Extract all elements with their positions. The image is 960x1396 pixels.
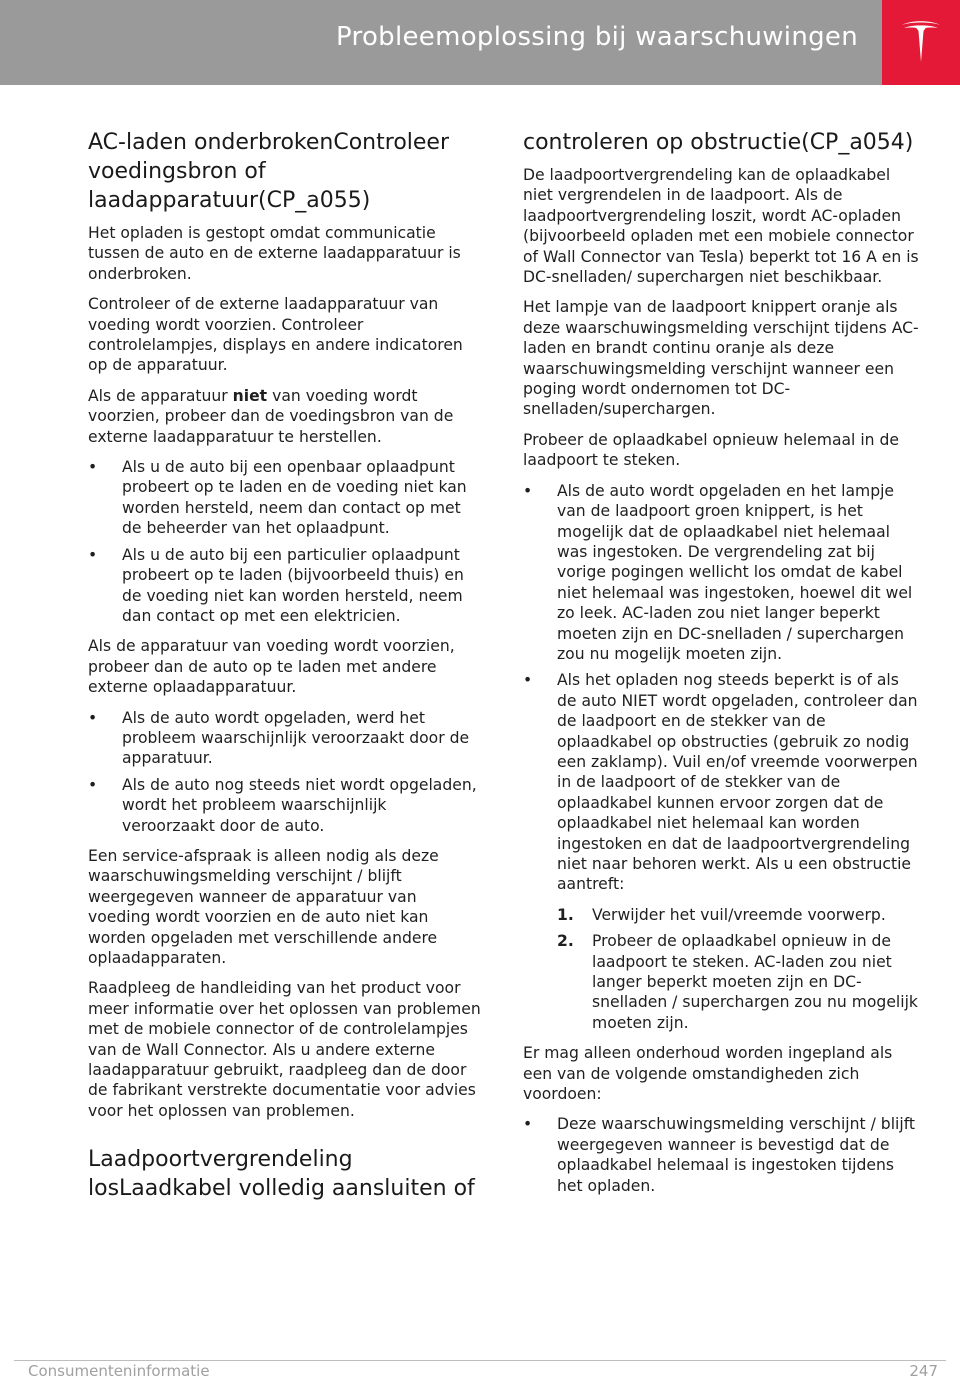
step-number: 2. — [557, 932, 574, 951]
left-column — [88, 128, 482, 1211]
bullet-marker: • — [523, 481, 533, 500]
list-item-text: Deze waarschuwingsmelding verschijnt / blijft weergegeven wanneer is bevestigd dat de oplaadkabel helemaal is ingestoken tijdens het opladen. — [557, 1115, 916, 1195]
section-heading-obstruction: controleren op obstructie(CP_a054) — [523, 130, 914, 155]
list-item-text: Als de auto nog steeds niet wordt opgeladen, wordt het probleem waarschijnlijk veroorzaakt door de auto. — [122, 775, 477, 835]
paragraph: Raadpleeg de handleiding van het product voor meer informatie over het oplossen van problemen met de mobiele connector of de controlelampjes van de Wall Connector. Als u andere externe laadapparatuur gebruikt, raadpleeg dan de door de fabrikant verstrekte documentatie voor advies voor het oplossen van problemen. — [88, 979, 481, 1120]
bullet-marker: • — [523, 671, 533, 690]
list-item-text: Als het opladen nog steeds beperkt is of als de auto NIET wordt opgeladen, controleer dan de laadpoort en de stekker van de oplaadkabel op obstructies (gebruik zo nodig een zaklamp). Vuil en/of vreemde voorwerpen in de laadpoort of de stekker van de oplaadkabel kunnen ervoor zorgen dat de oplaadkabel niet helemaal kan worden ingestoken en dat de laadpoortvergrendeling niet naar behoren werkt. Als u een obstructie aantreft: — [557, 671, 918, 894]
bullet-marker: • — [523, 1115, 533, 1134]
paragraph: De laadpoortvergrendeling kan de oplaadkabel niet vergrendelen in de laadpoort. Als de laadpoortvergrendeling loszit, wordt AC-opladen (bijvoorbeeld opladen met een mobiele connector of Wall Connector van Tesla) beperkt tot 16 A en is DC-snelladen/ superchargen niet beschikbaar. — [523, 166, 919, 287]
paragraph: Er mag alleen onderhoud worden ingepland als een van de volgende omstandigheden zich voordoen: — [523, 1044, 893, 1104]
step-item — [557, 905, 919, 925]
paragraph: Probeer de oplaadkabel opnieuw helemaal in de laadpoort te steken. — [523, 430, 900, 470]
list-item — [88, 545, 482, 627]
bullet-marker: • — [88, 708, 98, 727]
step-text: Probeer de oplaadkabel opnieuw in de laadpoort te steken. AC-laden zou niet langer beperkt moeten zijn en DC-snelladen / superchargen zou nu mogelijk moeten zijn. — [592, 932, 918, 1032]
footer-section-label: Consumenteninformatie — [28, 1362, 210, 1380]
page-number: 247 — [909, 1362, 938, 1380]
footer-divider — [14, 1360, 946, 1361]
bullet-marker: • — [88, 545, 98, 564]
numbered-list — [557, 905, 919, 1033]
section-heading-charge-port-latch: Laadpoortvergrendeling losLaadkabel volledig aansluiten of — [88, 1147, 475, 1202]
step-number: 1. — [557, 905, 574, 924]
bullet-marker: • — [88, 775, 98, 794]
section-heading-ac-interrupted: AC-laden onderbrokenControleer voedingsbron of laadapparatuur(CP_a055) — [88, 130, 450, 213]
bullet-list — [88, 708, 482, 836]
list-item-text: Als u de auto bij een openbaar oplaadpunt probeert op te laden en de voeding niet kan worden hersteld, neem dan contact op met de beheerder van het oplaadpunt. — [122, 458, 467, 538]
bullet-list — [523, 1114, 919, 1196]
bullet-list — [88, 457, 482, 626]
list-item — [523, 670, 919, 894]
page-title: Probleemoplossing bij waarschuwingen — [336, 22, 858, 52]
list-item — [523, 481, 919, 665]
list-item-text: Als u de auto bij een particulier oplaadpunt probeert op te laden (bijvoorbeeld thuis) en de voeding niet kan worden hersteld, neem dan contact op met een elektricien. — [122, 545, 464, 625]
step-item — [557, 931, 919, 1033]
paragraph: Het lampje van de laadpoort knippert oranje als deze waarschuwingsmelding verschijnt tijdens AC-laden en brandt continu oranje als deze waarschuwingsmelding verschijnt wanneer een poging wordt ondernomen tot DC-snelladen/superchargen. — [523, 298, 919, 419]
step-text: Verwijder het vuil/vreemde voorwerp. — [592, 905, 886, 924]
bullet-marker: • — [88, 458, 98, 477]
tesla-logo-icon — [900, 18, 942, 66]
list-item — [88, 457, 482, 539]
paragraph: Als de apparatuur van voeding wordt voorzien, probeer dan de auto op te laden met andere externe oplaadapparatuur. — [88, 637, 455, 697]
page-header — [0, 0, 882, 85]
emphasis-text: niet — [232, 386, 268, 405]
right-column — [523, 128, 919, 1206]
list-item — [88, 775, 482, 836]
text-run: Als de apparatuur — [88, 386, 233, 405]
list-item — [88, 708, 482, 769]
paragraph: Het opladen is gestopt omdat communicatie tussen de auto en de externe laadapparatuur is onderbroken. — [88, 224, 461, 283]
text-run: van voeding wordt voorzien, probeer dan de voedingsbron van de externe laadapparatuur te herstellen. — [88, 386, 454, 446]
paragraph — [88, 386, 482, 447]
list-item-text: Als de auto wordt opgeladen, werd het probleem waarschijnlijk veroorzaakt door de apparatuur. — [122, 708, 470, 768]
list-item-text: Als de auto wordt opgeladen en het lampje van de laadpoort groen knippert, is het mogelijk dat de oplaadkabel niet helemaal was ingestoken. De vergrendeling zat bij vorige pogingen wellicht los omdat de kabel niet helemaal was ingestoken, hoewel dit wel zo leek. AC-laden zou niet langer beperkt moeten zijn en DC-snelladen / superchargen zou nu mogelijk moeten zijn. — [557, 481, 913, 663]
paragraph: Controleer of de externe laadapparatuur van voeding wordt voorzien. Controleer controlelampjes, displays en andere indicatoren op de apparatuur. — [88, 295, 463, 375]
brand-logo-box — [882, 0, 960, 85]
bullet-list — [523, 481, 919, 895]
list-item — [523, 1114, 919, 1196]
paragraph: Een service-afspraak is alleen nodig als deze waarschuwingsmelding verschijnt / blijft weergegeven wanneer de apparatuur van voeding wordt voorzien en de auto niet kan worden opgeladen met verschillende andere oplaadapparaten. — [88, 846, 439, 967]
